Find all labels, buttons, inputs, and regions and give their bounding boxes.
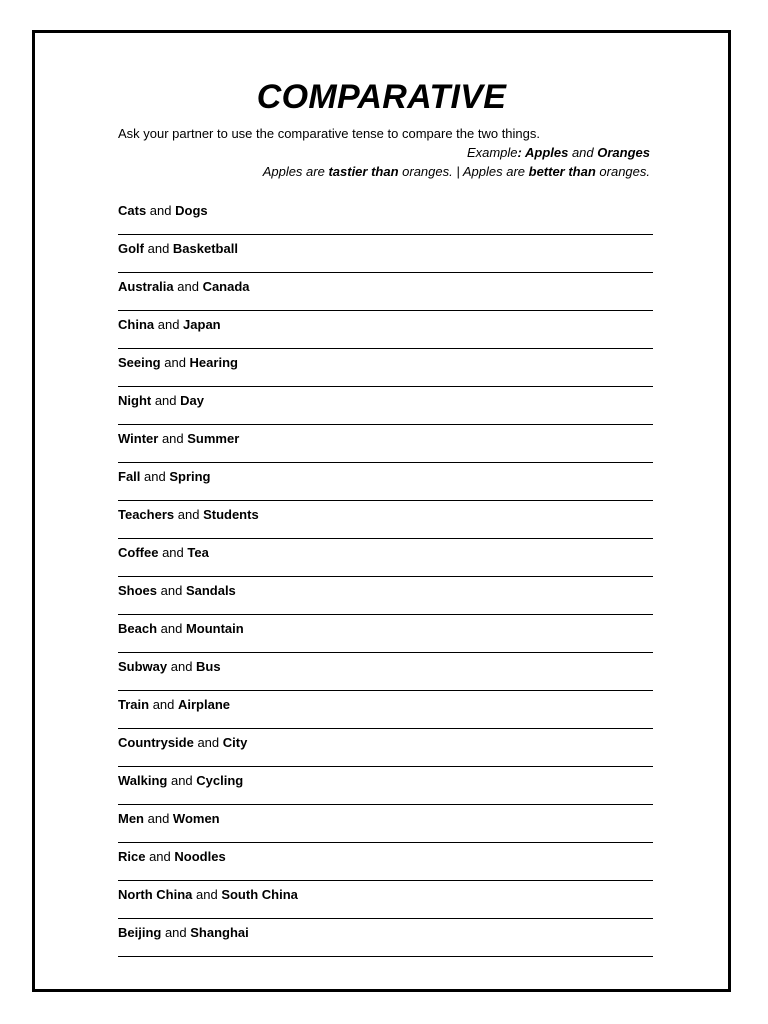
example-and: and [568,145,598,160]
pair-first: Night [118,393,152,408]
comparison-pair-label [118,735,247,751]
sentence-2-bold: better than [528,164,596,179]
pair-second: City [222,735,248,750]
pair-first: Golf [118,241,144,256]
comparison-item [118,431,653,469]
sentence-1-bold: tastier than [328,164,399,179]
pair-connector: and [158,545,188,560]
pair-connector: and [193,735,223,750]
example-label: Example [466,145,518,160]
pair-first: North China [118,887,193,902]
comparison-list [118,203,653,963]
answer-line[interactable] [118,880,653,881]
pair-first: Men [118,811,144,826]
pair-first: Countryside [118,735,194,750]
pair-connector: and [154,317,184,332]
comparison-pair-label [118,849,226,865]
pair-connector: and [140,469,170,484]
pair-connector: and [157,583,186,598]
answer-line[interactable] [118,652,653,653]
comparison-item [118,773,653,811]
sentence-2-end: oranges. [595,164,650,179]
pair-connector: and [192,887,222,902]
comparison-pair-label [118,279,250,295]
answer-line[interactable] [118,310,653,311]
comparison-pair-label [118,811,220,827]
pair-second: Airplane [178,697,231,712]
comparison-item [118,203,653,241]
pair-first: Beach [118,621,158,636]
pair-first: Train [118,697,150,712]
comparison-pair-label [118,203,208,219]
answer-line[interactable] [118,842,653,843]
comparison-pair-label [118,431,239,447]
worksheet-frame [32,30,731,992]
pair-second: Canada [202,279,250,294]
pair-first: Walking [118,773,168,788]
comparison-pair-label [118,507,259,523]
comparison-item [118,317,653,355]
pair-connector: and [157,621,186,636]
example-separator: : [517,145,525,160]
pair-connector: and [167,659,197,674]
comparison-item [118,469,653,507]
comparison-item [118,507,653,545]
sentence-1-start: Apples are [262,164,329,179]
pair-second: Japan [183,317,221,332]
instruction-text: Ask your partner to use the comparative tense to compare the two things. [118,126,540,141]
answer-line[interactable] [118,386,653,387]
pair-connector: and [146,203,176,218]
pair-second: Mountain [185,621,244,636]
answer-line[interactable] [118,956,653,957]
pair-first: Beijing [118,925,162,940]
pair-second: Shanghai [190,925,249,940]
pair-first: Subway [118,659,168,674]
pair-second: Hearing [189,355,238,370]
pair-second: Spring [169,469,211,484]
comparison-pair-label [118,697,230,713]
comparison-item [118,621,653,659]
pair-connector: and [167,773,197,788]
answer-line[interactable] [118,234,653,235]
answer-line[interactable] [118,690,653,691]
pair-first: Cats [118,203,147,218]
comparison-pair-label [118,469,211,485]
comparison-item [118,393,653,431]
comparison-pair-label [118,393,204,409]
pair-connector: and [144,811,173,826]
comparison-item [118,925,653,963]
comparison-item [118,697,653,735]
comparison-item [118,241,653,279]
comparison-item [118,583,653,621]
pair-second: Sandals [185,583,236,598]
sentence-1-end: oranges. | Apples are [398,164,529,179]
pair-connector: and [173,279,203,294]
pair-connector: and [158,431,188,446]
pair-second: South China [221,887,298,902]
pair-first: Teachers [118,507,175,522]
answer-line[interactable] [118,614,653,615]
comparison-item [118,735,653,773]
pair-first: Winter [118,431,159,446]
comparison-item [118,545,653,583]
answer-line[interactable] [118,538,653,539]
comparison-pair-label [118,887,298,903]
comparison-pair-label [118,317,221,333]
comparison-item [118,887,653,925]
pair-second: Women [172,811,220,826]
pair-connector: and [160,355,190,370]
answer-line[interactable] [118,576,653,577]
pair-first: Fall [118,469,141,484]
pair-second: Day [180,393,204,408]
comparison-item [118,659,653,697]
pair-first: Australia [118,279,174,294]
pair-first: Coffee [118,545,159,560]
example-line [467,145,650,161]
pair-second: Noodles [174,849,226,864]
worksheet-title: COMPARATIVE [256,78,507,116]
comparison-item [118,355,653,393]
pair-connector: and [145,849,175,864]
pair-second: Dogs [175,203,208,218]
answer-line[interactable] [118,348,653,349]
answer-line[interactable] [118,424,653,425]
comparison-item [118,279,653,317]
comparison-pair-label [118,355,238,371]
pair-connector: and [151,393,181,408]
answer-line[interactable] [118,272,653,273]
pair-first: Rice [118,849,146,864]
example-second: Oranges [597,145,650,160]
comparison-pair-label [118,773,243,789]
pair-second: Students [203,507,259,522]
answer-line[interactable] [118,804,653,805]
answer-line[interactable] [118,462,653,463]
pair-second: Summer [187,431,240,446]
answer-line[interactable] [118,918,653,919]
pair-second: Basketball [172,241,238,256]
pair-connector: and [161,925,191,940]
comparison-pair-label [118,583,236,599]
pair-connector: and [174,507,204,522]
comparison-pair-label [118,545,209,561]
pair-first: Shoes [118,583,158,598]
comparison-item [118,849,653,887]
comparison-pair-label [118,241,238,257]
answer-line[interactable] [118,500,653,501]
example-first: Apples [524,145,569,160]
pair-first: China [118,317,155,332]
example-sentences [263,164,650,180]
comparison-pair-label [118,621,244,637]
pair-first: Seeing [118,355,161,370]
pair-second: Bus [196,659,221,674]
pair-second: Cycling [196,773,244,788]
comparison-pair-label [118,925,249,941]
pair-connector: and [144,241,173,256]
comparison-item [118,811,653,849]
answer-line[interactable] [118,766,653,767]
comparison-pair-label [118,659,221,675]
pair-connector: and [149,697,178,712]
answer-line[interactable] [118,728,653,729]
pair-second: Tea [187,545,209,560]
